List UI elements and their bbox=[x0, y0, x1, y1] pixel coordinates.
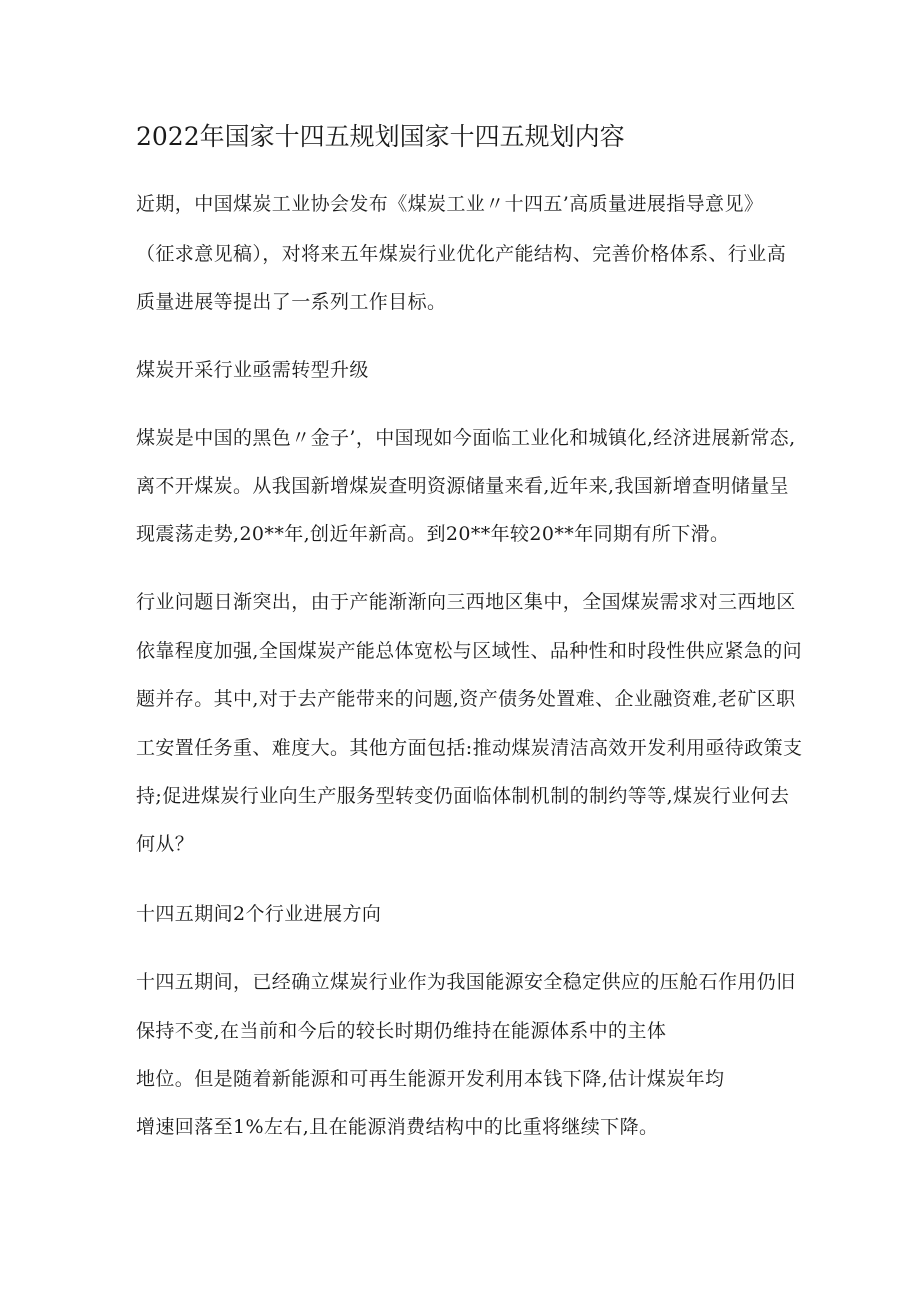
paragraph-1-line-1: 近期，中国煤炭工业协会发布《煤炭工业〃十四五’高质量进展指导意见》 bbox=[136, 193, 764, 215]
paragraph-4-line-2: 保持不变,在当前和今后的较长时期仍维持在能源体系中的主体 bbox=[136, 1020, 667, 1042]
paragraph-4-line-4: 增速回落至1%左右,且在能源消费结构中的比重将继续下降。 bbox=[136, 1116, 659, 1138]
paragraph-4-line-1: 十四五期间，已经确立煤炭行业作为我国能源安全稳定供应的压舱石作用仍旧 bbox=[136, 971, 796, 993]
section-heading-1: 煤炭开采行业亟需转型升级 bbox=[136, 359, 369, 381]
paragraph-1-line-2: （征求意见稿），对将来五年煤炭行业优化产能结构、完善价格体系、行业高 bbox=[136, 243, 787, 265]
paragraph-3-line-2: 依靠程度加强,全国煤炭产能总体宽松与区域性、品种性和时段性供应紧急的问 bbox=[136, 640, 803, 662]
paragraph-1-line-3: 质量进展等提出了一系列工作目标。 bbox=[136, 291, 447, 313]
paragraph-4-line-3: 地位。但是随着新能源和可再生能源开发利用本钱下降,估计煤炭年均 bbox=[136, 1068, 725, 1090]
paragraph-3-line-5: 持;促进煤炭行业向生产服务型转变仍面临体制机制的制约等等,煤炭行业何去 bbox=[136, 785, 790, 807]
page-title: 2022年国家十四五规划国家十四五规划内容 bbox=[136, 122, 625, 151]
paragraph-3-line-3: 题并存。其中,对于去产能带来的问题,资产债务处置难、企业融资难,老矿区职 bbox=[136, 688, 796, 710]
paragraph-2-line-1: 煤炭是中国的黑色〃金子’，中国现如今面临工业化和城镇化,经济进展新常态, bbox=[136, 427, 796, 449]
paragraph-2-line-3: 现震荡走势,20**年,创近年新高。到20**年较20**年同期有所下滑。 bbox=[136, 523, 730, 545]
paragraph-3-line-6: 何从？ bbox=[136, 833, 195, 855]
section-heading-2: 十四五期间2个行业进展方向 bbox=[136, 903, 382, 925]
paragraph-2-line-2: 离不开煤炭。从我国新增煤炭查明资源储量来看,近年来,我国新增查明储量呈 bbox=[136, 475, 790, 497]
paragraph-3-line-1: 行业问题日渐突出，由于产能渐渐向三西地区集中，全国煤炭需求对三西地区 bbox=[136, 591, 796, 613]
paragraph-3-line-4: 工安置任务重、难度大。其他方面包括:推动煤炭清洁高效开发利用亟待政策支 bbox=[136, 737, 803, 759]
